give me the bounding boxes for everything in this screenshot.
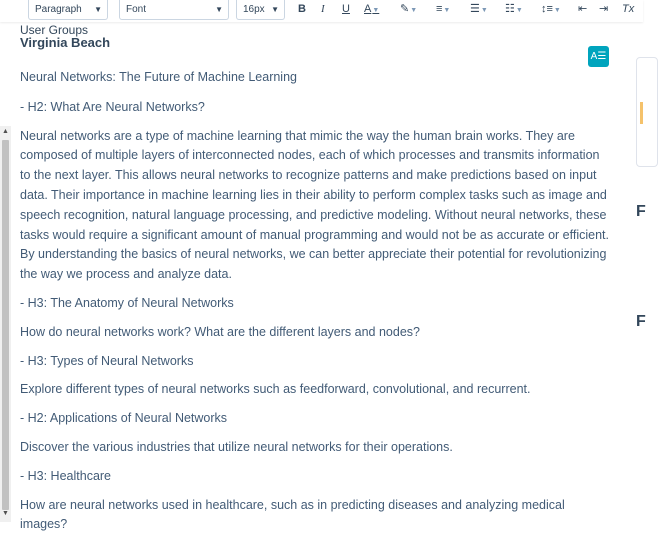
paragraph-dropdown-label: Paragraph [35,4,82,15]
chevron-down-icon: ▼ [94,5,102,14]
paragraph-text: Discover the various industries that utilize neural networks for their operations. [20,439,453,454]
side-label-2: F [636,313,646,330]
side-label-1: F [636,203,646,220]
clear-format-icon[interactable]: Tx [622,3,635,15]
paragraph-text: Neural networks are a type of machine learning that mimic the way the human brain works. They are composed of multiple layers of interconnected nodes, each of which processes and transmits information to the next layer. This allows neural networks to recognize patterns and make predictions based on input data. Their importance in machine learning lies in their ability to perform complex tasks such as image and speech recognition, natural language processing, and predictive modeling. Without neural networks, these tasks would require a significant amount of manual programming and would not be as accurate or efficient. By understanding the basics of neural networks, we can better appreciate their potential for revolutionizing the way we process and analyze data. [20,128,609,282]
numbered-list-icon[interactable]: ☷▼ [505,3,523,15]
paragraph-dropdown[interactable] [28,0,108,20]
article-title: Neural Networks: The Future of Machine Learning [20,70,297,84]
scroll-down-icon[interactable]: ▼ [2,510,9,517]
text-color-button[interactable]: A▼ [364,3,380,15]
underline-button[interactable]: U [342,3,350,15]
line-height-icon[interactable]: ↕≡▼ [541,3,561,15]
highlight-icon[interactable]: ✎▼ [400,3,418,15]
paragraph-text: How do neural networks work? What are the different layers and nodes? [20,324,420,339]
scrollbar-thumb[interactable] [2,140,9,510]
outline-heading: - H3: The Anatomy of Neural Networks [20,295,234,310]
italic-button[interactable]: I [321,3,325,15]
align-icon[interactable]: ≡▼ [436,3,451,15]
font-dropdown[interactable] [119,0,229,20]
outdent-icon[interactable]: ⇤ [578,3,588,15]
text-color-label: A [364,3,372,15]
paragraph-text: How are neural networks used in healthcare, such as in predicting diseases and analyzing medical images? [20,497,565,532]
indent-icon[interactable]: ⇥ [599,3,609,15]
group-label: User Groups [20,23,89,37]
editor-toolbar [0,0,643,22]
paragraph-text: Explore different types of neural networks such as feedforward, convolutional, and recurrent. [20,382,531,397]
bullet-list-icon[interactable]: ☰▼ [470,3,488,15]
outline-heading: - H2: What Are Neural Networks? [20,99,205,114]
editor-content[interactable] [20,68,610,535]
side-card-accent [640,102,643,124]
outline-heading: - H3: Types of Neural Networks [20,353,194,368]
font-size-label: 16px [243,4,265,15]
font-size-dropdown[interactable] [236,0,285,20]
outline-heading: - H2: Applications of Neural Networks [20,411,228,426]
scroll-up-icon[interactable]: ▲ [2,128,9,135]
outline-heading: - H3: Healthcare [20,468,112,483]
chevron-down-icon: ▼ [271,5,279,14]
bold-button[interactable]: B [298,3,306,15]
chevron-down-icon: ▼ [215,5,223,14]
font-dropdown-label: Font [126,4,147,15]
ai-assistant-button[interactable] [588,46,609,67]
group-name: Virginia Beach [20,35,111,50]
ai-text-icon: A☰ [590,51,607,62]
